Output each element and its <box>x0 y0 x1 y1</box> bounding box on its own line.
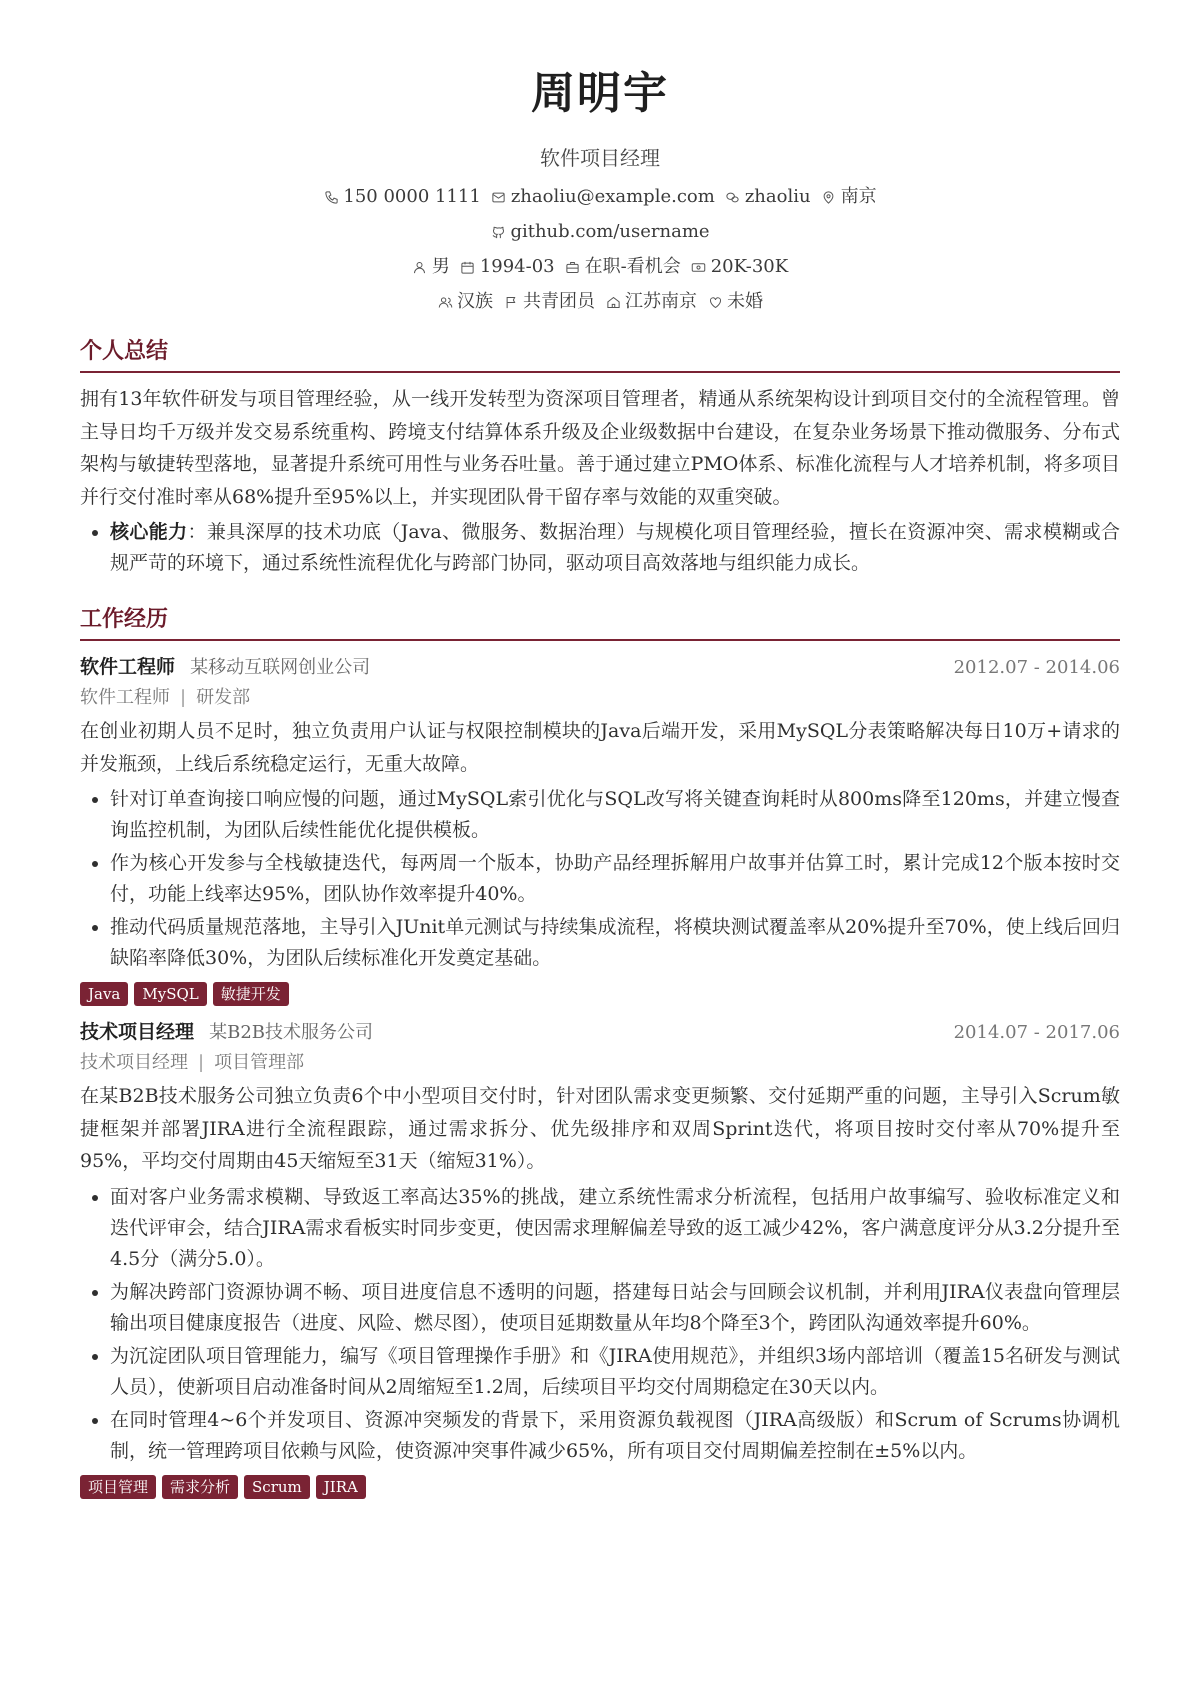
home-icon <box>605 294 621 310</box>
github-text: github.com/username <box>510 221 710 242</box>
location-text: 南京 <box>840 186 877 207</box>
briefcase-icon <box>565 259 581 275</box>
summary-text: 拥有13年软件研发与项目管理经验，从一线开发转型为资深项目管理者，精通从系统架构设计到项目交付的全流程管理。曾主导日均千万级并发交易系统重构、跨境支付结算体系升级及企业级数据中台建设，在复杂业务场景下推动微服务、分布式架构与敏捷转型落地，显著提升系统可用性与业务吞吐量。善于通过建立PMO体系、标准化流程与人才培养机制，将多项目并行交付准时率从68%提升至95%以上，并实现团队骨干留存率与效能的双重突破。 <box>80 388 1120 508</box>
job-bullet: • 推动代码质量规范落地，主导引入JUnit单元测试与持续集成流程，将模块测试覆盖率从20%提升至70%，使上线后回归缺陷率降低30%，为团队后续标准化开发奠定基础。 <box>110 912 1120 974</box>
candidate-name: 周明宇 <box>531 68 669 119</box>
user-icon <box>412 259 428 275</box>
job-entry-2 <box>80 1016 1120 1499</box>
wechat-icon <box>725 189 741 205</box>
contact-email[interactable] <box>491 182 715 212</box>
ethnicity-text: 汉族 <box>457 291 493 312</box>
heart-icon <box>707 294 723 310</box>
job-entry-1 <box>80 651 1120 1006</box>
phone-text: 150 0000 1111 <box>343 186 481 207</box>
skill-tag: 项目管理 <box>80 1475 156 1499</box>
candidate-title: 软件项目经理 <box>540 146 660 170</box>
github-icon <box>490 224 506 240</box>
skill-tag: 敏捷开发 <box>213 982 289 1006</box>
gender-text: 男 <box>431 256 450 277</box>
job-date: 2014.07 - 2017.06 <box>953 1022 1120 1043</box>
contact-github[interactable] <box>490 217 709 247</box>
mail-icon <box>491 189 507 205</box>
detail-gender <box>412 252 450 282</box>
birth-text: 1994-03 <box>479 256 555 277</box>
job-department: 项目管理部 <box>214 1052 305 1073</box>
job-bullets <box>80 1182 1120 1467</box>
phone-icon <box>323 189 339 205</box>
job-date: 2012.07 - 2014.06 <box>953 657 1120 678</box>
job-bullet: • 作为核心开发参与全栈敏捷迭代，每两周一个版本，协助产品经理拆解用户故事并估算工时，累计完成12个版本按时交付，功能上线率达95%，团队协作效率提升40%。 <box>110 848 1120 910</box>
marital-text: 未婚 <box>727 291 763 312</box>
map-pin-icon <box>821 189 837 205</box>
job-header <box>80 651 1120 683</box>
summary-bullets <box>80 517 1120 579</box>
job-subline <box>80 1048 1120 1078</box>
skill-tag: MySQL <box>134 982 206 1006</box>
political-text: 共青团员 <box>523 291 595 312</box>
job-subline <box>80 683 1120 713</box>
separator: | <box>198 1052 205 1073</box>
core-ability-label: 核心能力 <box>110 521 188 543</box>
job-bullets <box>80 784 1120 974</box>
skill-tags <box>80 1475 1120 1499</box>
skill-tag: Java <box>80 982 128 1006</box>
wechat-text: zhaoliu <box>744 186 811 207</box>
detail-marital <box>707 287 763 317</box>
contact-wechat[interactable] <box>725 182 811 212</box>
skill-tag: JIRA <box>316 1475 366 1499</box>
details-row-2 <box>0 287 1200 317</box>
summary-heading: 个人总结 <box>80 333 1120 373</box>
job-bullet: • 面对客户业务需求模糊、导致返工率高达35%的挑战，建立系统性需求分析流程，包括用户故事编写、验收标准定义和迭代评审会，结合JIRA需求看板实时同步变更，使因需求理解偏差导致的返工减少42%，客户满意度评分从3.2分提升至4.5分（满分5.0）。 <box>110 1182 1120 1275</box>
salary-text: 20K-30K <box>710 256 789 277</box>
users-icon <box>437 294 453 310</box>
job-bullet: • 在同时管理4~6个并发项目、资源冲突频发的背景下，采用资源负载视图（JIRA高级版）和Scrum of Scrums协调机制，统一管理跨项目依赖与风险，使资源冲突事件减少65%，所有项目交付周期偏差控制在±5%以内。 <box>110 1405 1120 1467</box>
experience-heading: 工作经历 <box>80 601 1120 641</box>
job-bullet: • 为解决跨部门资源协调不畅、项目进度信息不透明的问题，搭建每日站会与回顾会议机制，并利用JIRA仪表盘向管理层输出项目健康度报告（进度、风险、燃尽图），使项目延期数量从年均8个降至3个，跨团队沟通效率提升60%。 <box>110 1277 1120 1339</box>
summary-bullet <box>110 517 1120 579</box>
detail-salary <box>691 252 788 282</box>
job-department: 研发部 <box>196 687 251 708</box>
job-description: 在某B2B技术服务公司独立负责6个中小型项目交付时，针对团队需求变更频繁、交付延期严重的问题，主导引入Scrum敏捷框架并部署JIRA进行全流程跟踪，通过需求拆分、优先级排序和双周Sprint迭代，将项目按时交付率从70%提升至95%，平均交付周期由45天缩短至31天（缩短31%）。 <box>80 1085 1120 1172</box>
core-ability-text: ：兼具深厚的技术功底（Java、微服务、数据治理）与规模化项目管理经验，擅长在资源冲突、需求模糊或合规严苛的环境下，通过系统性流程优化与跨部门协同，驱动项目高效落地与组织能力成长。 <box>110 521 1120 574</box>
detail-political <box>503 287 595 317</box>
contact-phone[interactable] <box>323 182 480 212</box>
detail-hometown <box>605 287 697 317</box>
separator: | <box>180 687 187 708</box>
detail-birth <box>460 252 555 282</box>
hometown-text: 江苏南京 <box>625 291 697 312</box>
contact-row <box>0 182 1200 212</box>
email-text: zhaoliu@example.com <box>510 186 715 207</box>
detail-ethnicity <box>437 287 493 317</box>
details-row-1 <box>0 252 1200 282</box>
flag-icon <box>503 294 519 310</box>
job-description: 在创业初期人员不足时，独立负责用户认证与权限控制模块的Java后端开发，采用MySQL分表策略解决每日10万+请求的并发瓶颈，上线后系统稳定运行，无重大故障。 <box>80 720 1120 775</box>
job-bullet: • 针对订单查询接口响应慢的问题，通过MySQL索引优化与SQL改写将关键查询耗时从800ms降至120ms，并建立慢查询监控机制，为团队后续性能优化提供模板。 <box>110 784 1120 846</box>
job-position: 技术项目经理 <box>80 1052 188 1073</box>
job-company: 某B2B技术服务公司 <box>209 1022 374 1043</box>
skill-tags <box>80 982 1120 1006</box>
github-row <box>0 217 1200 247</box>
job-header <box>80 1016 1120 1048</box>
money-icon <box>691 259 707 275</box>
job-position: 软件工程师 <box>80 687 170 708</box>
job-bullet: • 为沉淀团队项目管理能力，编写《项目管理操作手册》和《JIRA使用规范》，并组织3场内部培训（覆盖15名研发与测试人员），使新项目启动准备时间从2周缩短至1.2周，后续项目平均交付周期稳定在30天以内。 <box>110 1341 1120 1403</box>
skill-tag: 需求分析 <box>162 1475 238 1499</box>
job-role: 技术项目经理 <box>80 1021 195 1043</box>
job-company: 某移动互联网创业公司 <box>190 657 371 678</box>
calendar-icon <box>460 259 476 275</box>
status-text: 在职-看机会 <box>584 256 681 277</box>
contact-location <box>821 182 877 212</box>
skill-tag: Scrum <box>244 1475 310 1499</box>
job-role: 软件工程师 <box>80 656 176 678</box>
detail-status <box>565 252 681 282</box>
